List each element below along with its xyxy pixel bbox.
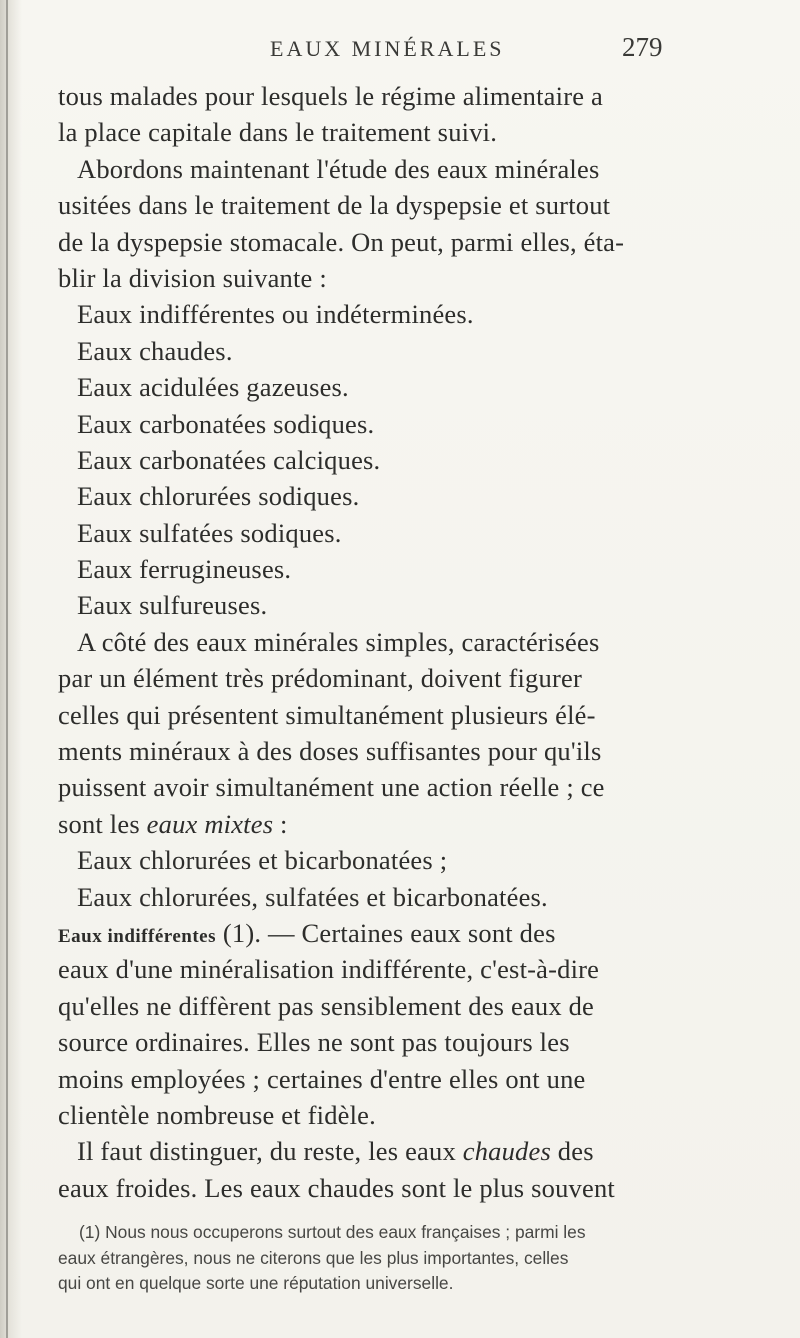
- text-segment: des: [550, 1136, 594, 1167]
- page-header: [0, 32, 800, 76]
- section-heading: Eaux indifférentes: [58, 925, 217, 947]
- footnote-line: qui ont en quelque sorte une réputation universelle.: [58, 1273, 454, 1294]
- text-line: blir la division suivante :: [58, 262, 327, 293]
- text-segment: Il faut distinguer, du reste, les eaux: [77, 1136, 463, 1167]
- list-item: Eaux sulfatées sodiques.: [77, 517, 342, 548]
- text-segment: (1). — Certaines eaux sont des: [216, 917, 556, 948]
- text-line: la place capitale dans le traitement suivi.: [58, 117, 498, 148]
- text-line: usitées dans le traitement de la dyspepsie et surtout: [58, 190, 611, 221]
- page-gutter-shadow: [0, 0, 22, 1338]
- list-item: Eaux sulfureuses.: [77, 590, 268, 621]
- footnote: [58, 1220, 770, 1297]
- text-line: A côté des eaux minérales simples, caractérisées: [77, 626, 600, 657]
- list-item: Eaux carbonatées calciques.: [77, 444, 381, 475]
- text-segment: sont les: [58, 808, 147, 839]
- text-line: [58, 806, 770, 842]
- footnote-line: (1) Nous nous occuperons surtout des eaux françaises ; parmi les: [79, 1222, 586, 1243]
- running-title: EAUX MINÉRALES: [270, 36, 505, 61]
- text-line: tous malades pour lesquels le régime alimentaire a: [58, 81, 603, 111]
- text-line: puissent avoir simultanément une action réelle ; ce: [58, 772, 605, 803]
- main-text: [58, 78, 770, 1297]
- italic-term: eaux mixtes: [146, 808, 274, 839]
- text-segment: :: [273, 808, 288, 839]
- page-gutter-line: [6, 0, 8, 1338]
- list-item: Eaux chlorurées et bicarbonatées ;: [77, 845, 448, 876]
- text-line: Abordons maintenant l'étude des eaux minérales: [77, 153, 600, 184]
- text-line: celles qui présentent simultanément plusieurs élé-: [58, 699, 596, 730]
- text-line: ments minéraux à des doses suffisantes pour qu'ils: [58, 736, 602, 767]
- text-line: de la dyspepsie stomacale. On peut, parmi elles, éta-: [58, 226, 625, 257]
- text-line: eaux froides. Les eaux chaudes sont le plus souvent: [58, 1172, 615, 1203]
- text-line: qu'elles ne diffèrent pas sensiblement des eaux de: [58, 990, 595, 1021]
- section-heading-line: [58, 915, 770, 951]
- text-line: moins employées ; certaines d'entre elles ont une: [58, 1063, 586, 1094]
- text-line: [58, 1133, 770, 1169]
- list-item: Eaux acidulées gazeuses.: [77, 372, 349, 403]
- text-line: source ordinaires. Elles ne sont pas toujours les: [58, 1027, 570, 1058]
- list-item: Eaux chaudes.: [77, 335, 233, 366]
- list-item: Eaux ferrugineuses.: [77, 554, 292, 585]
- text-line: clientèle nombreuse et fidèle.: [58, 1099, 376, 1130]
- list-item: Eaux carbonatées sodiques.: [77, 408, 375, 439]
- italic-term: chaudes: [462, 1136, 551, 1167]
- list-item: Eaux chlorurées sodiques.: [77, 481, 360, 512]
- footnote-line: eaux étrangères, nous ne citerons que les plus importantes, celles: [58, 1247, 569, 1268]
- page-number: 279: [622, 32, 663, 62]
- list-item: Eaux indifférentes ou indéterminées.: [77, 299, 474, 330]
- text-line: par un élément très prédominant, doivent figurer: [58, 663, 582, 694]
- text-line: eaux d'une minéralisation indifférente, c'est-à-dire: [58, 954, 600, 985]
- list-item: Eaux chlorurées, sulfatées et bicarbonatées.: [77, 881, 548, 912]
